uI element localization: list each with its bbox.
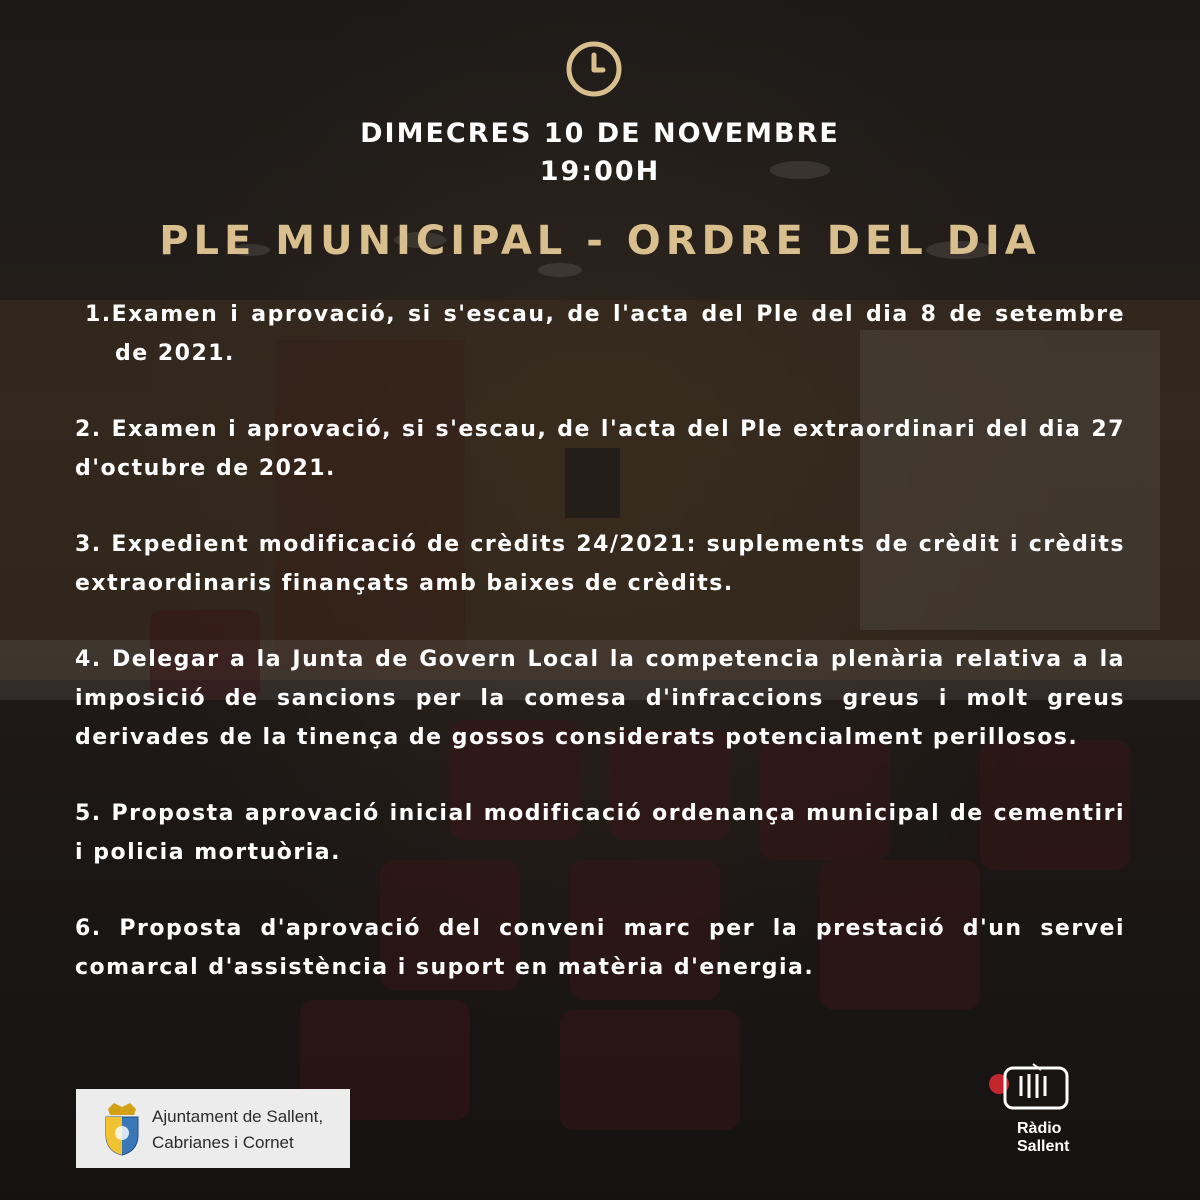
council-name-line2: Cabrianes i Cornet [152,1133,294,1152]
council-name-line1: Ajuntament de Sallent, [152,1107,324,1126]
page-title: PLE MUNICIPAL - ORDRE DEL DIA [159,218,1041,264]
radio-logo [985,1062,1085,1162]
agenda-item: 6. Proposta d'aprovació del conveni marc per la prestació d'un servei comarcal d'assistència i suport en matèria d'energia. [75,916,1125,980]
meeting-time: 19:00H [539,156,661,187]
radio-name-line1: Ràdio [1017,1120,1062,1137]
agenda-item: 1.Examen i aprovació, si s'escau, de l'acta del Ple del dia 8 de setembre de 2021. [85,302,1125,366]
agenda-item: 5. Proposta aprovació inicial modificació ordenança municipal de cementiri i policia mortuòria. [75,801,1125,865]
clock-icon [565,40,623,98]
agenda-item: 4. Delegar a la Junta de Govern Local la competencia plenària relativa a la imposició de sancions per la comesa d'infraccions greus i molt greus derivades de la tinença de gossos considerats potencialment perillosos. [75,647,1125,750]
council-logo [76,1089,350,1168]
crest-icon [100,1101,144,1157]
agenda-item: 3. Expedient modificació de crèdits 24/2021: suplements de crèdit i crèdits extraordinaris finançats amb baixes de crèdits. [75,532,1125,596]
agenda-item: 2. Examen i aprovació, si s'escau, de l'acta del Ple extraordinari del dia 27 d'octubre de 2021. [75,417,1125,481]
radio-name-line2: Sallent [1017,1138,1070,1155]
agenda-list [75,295,1125,1024]
meeting-date: DIMECRES 10 DE NOVEMBRE [360,118,840,149]
radio-icon [985,1062,1085,1120]
